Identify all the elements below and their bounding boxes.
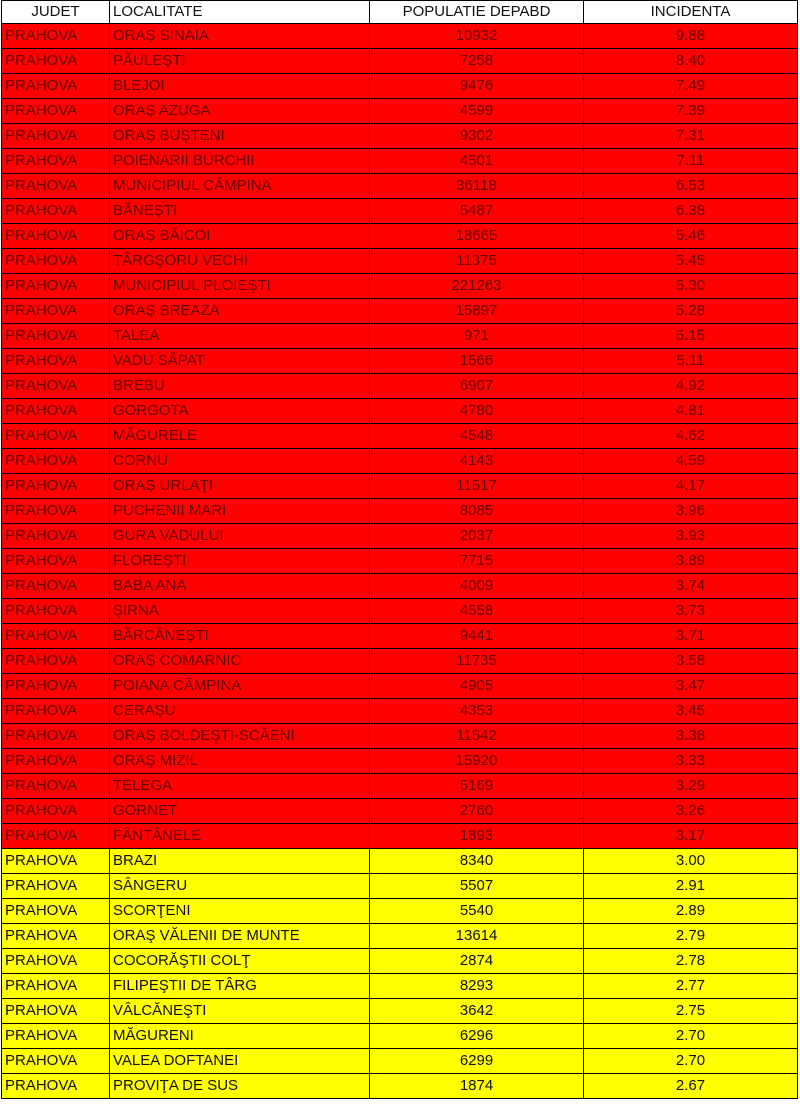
table-row — [2, 1024, 798, 1049]
table-row — [2, 949, 798, 974]
cell-localitate[interactable]: ORAŞ AZUGA — [110, 99, 370, 124]
table-row — [2, 574, 798, 599]
table-row — [2, 799, 798, 824]
cell-populatie[interactable]: 9476 — [370, 74, 584, 99]
cell-incidenta[interactable]: 4.81 — [584, 399, 798, 424]
table-row — [2, 724, 798, 749]
cell-judet[interactable]: PRAHOVA — [2, 224, 110, 249]
cell-localitate[interactable]: FLOREŞTI — [110, 549, 370, 574]
table-row — [2, 74, 798, 99]
cell-incidenta[interactable]: 2.91 — [584, 874, 798, 899]
cell-localitate[interactable]: PROVIŢA DE SUS — [110, 1074, 370, 1099]
cell-populatie[interactable]: 8293 — [370, 974, 584, 999]
cell-incidenta[interactable]: 4.62 — [584, 424, 798, 449]
cell-incidenta[interactable]: 2.79 — [584, 924, 798, 949]
table-body — [2, 24, 798, 1099]
cell-judet[interactable]: PRAHOVA — [2, 549, 110, 574]
cell-populatie[interactable]: 1874 — [370, 1074, 584, 1099]
cell-localitate[interactable]: GURA VADULUI — [110, 524, 370, 549]
cell-populatie[interactable]: 7258 — [370, 49, 584, 74]
cell-incidenta[interactable]: 5.30 — [584, 274, 798, 299]
cell-incidenta[interactable]: 8.40 — [584, 49, 798, 74]
cell-localitate[interactable]: MUNICIPIUL CÂMPINA — [110, 174, 370, 199]
cell-judet[interactable]: PRAHOVA — [2, 249, 110, 274]
cell-localitate[interactable]: VADU SĂPAT — [110, 349, 370, 374]
cell-populatie[interactable]: 5169 — [370, 774, 584, 799]
cell-incidenta[interactable]: 2.75 — [584, 999, 798, 1024]
cell-populatie[interactable]: 4548 — [370, 424, 584, 449]
cell-localitate[interactable]: POIANA CÂMPINA — [110, 674, 370, 699]
cell-judet[interactable]: PRAHOVA — [2, 399, 110, 424]
cell-incidenta[interactable]: 5.11 — [584, 349, 798, 374]
cell-populatie[interactable]: 6907 — [370, 374, 584, 399]
cell-localitate[interactable]: POIENARII BURCHII — [110, 149, 370, 174]
cell-populatie[interactable]: 11375 — [370, 249, 584, 274]
cell-incidenta[interactable]: 5.15 — [584, 324, 798, 349]
cell-localitate[interactable]: CORNU — [110, 449, 370, 474]
cell-localitate[interactable]: MUNICIPIUL PLOIEŞTI — [110, 274, 370, 299]
cell-incidenta[interactable]: 7.39 — [584, 99, 798, 124]
cell-judet[interactable]: PRAHOVA — [2, 899, 110, 924]
cell-populatie[interactable]: 4599 — [370, 99, 584, 124]
cell-populatie[interactable]: 5487 — [370, 199, 584, 224]
table-row — [2, 524, 798, 549]
cell-localitate[interactable]: ŞIRNA — [110, 599, 370, 624]
table-row — [2, 199, 798, 224]
cell-populatie[interactable]: 8340 — [370, 849, 584, 874]
table-row — [2, 1049, 798, 1074]
table-row — [2, 274, 798, 299]
table-row — [2, 774, 798, 799]
cell-judet[interactable]: PRAHOVA — [2, 324, 110, 349]
cell-judet[interactable]: PRAHOVA — [2, 1024, 110, 1049]
cell-localitate[interactable]: TALEA — [110, 324, 370, 349]
table-header — [2, 1, 798, 24]
table-row — [2, 599, 798, 624]
cell-judet[interactable]: PRAHOVA — [2, 874, 110, 899]
table-row — [2, 224, 798, 249]
cell-localitate[interactable]: GORGOTA — [110, 399, 370, 424]
cell-populatie[interactable]: 5507 — [370, 874, 584, 899]
cell-localitate[interactable]: ORAŞ BĂICOI — [110, 224, 370, 249]
cell-judet[interactable]: PRAHOVA — [2, 474, 110, 499]
cell-incidenta[interactable]: 3.71 — [584, 624, 798, 649]
table-row — [2, 49, 798, 74]
cell-localitate[interactable]: GORNET — [110, 799, 370, 824]
cell-localitate[interactable]: BĂRCĂNEŞTI — [110, 624, 370, 649]
table-row — [2, 699, 798, 724]
cell-incidenta[interactable]: 4.59 — [584, 449, 798, 474]
cell-judet[interactable]: PRAHOVA — [2, 674, 110, 699]
cell-incidenta[interactable]: 6.53 — [584, 174, 798, 199]
cell-incidenta[interactable]: 2.70 — [584, 1024, 798, 1049]
table-row — [2, 899, 798, 924]
cell-populatie[interactable]: 2037 — [370, 524, 584, 549]
cell-localitate[interactable]: BREBU — [110, 374, 370, 399]
header-populatie[interactable]: POPULATIE DEPABD — [370, 1, 584, 24]
header-incidenta[interactable]: INCIDENTA — [584, 1, 798, 24]
cell-incidenta[interactable]: 3.47 — [584, 674, 798, 699]
cell-incidenta[interactable]: 5.45 — [584, 249, 798, 274]
cell-populatie[interactable]: 8085 — [370, 499, 584, 524]
cell-populatie[interactable]: 9302 — [370, 124, 584, 149]
cell-judet[interactable]: PRAHOVA — [2, 299, 110, 324]
cell-judet[interactable]: PRAHOVA — [2, 524, 110, 549]
cell-incidenta[interactable]: 4.92 — [584, 374, 798, 399]
cell-incidenta[interactable]: 3.73 — [584, 599, 798, 624]
cell-incidenta[interactable]: 2.70 — [584, 1049, 798, 1074]
cell-judet[interactable]: PRAHOVA — [2, 49, 110, 74]
header-row — [2, 1, 798, 24]
cell-localitate[interactable]: ORAŞ BUŞTENI — [110, 124, 370, 149]
table-row — [2, 349, 798, 374]
cell-localitate[interactable]: MĂGURELE — [110, 424, 370, 449]
cell-incidenta[interactable]: 3.38 — [584, 724, 798, 749]
cell-judet[interactable]: PRAHOVA — [2, 699, 110, 724]
cell-localitate[interactable]: VALEA DOFTANEI — [110, 1049, 370, 1074]
cell-localitate[interactable]: TELEGA — [110, 774, 370, 799]
cell-localitate[interactable]: BABA ANA — [110, 574, 370, 599]
cell-judet[interactable]: PRAHOVA — [2, 1049, 110, 1074]
table-row — [2, 674, 798, 699]
table-row — [2, 1074, 798, 1099]
cell-judet[interactable]: PRAHOVA — [2, 274, 110, 299]
cell-judet[interactable]: PRAHOVA — [2, 99, 110, 124]
table-row — [2, 24, 798, 49]
incidence-table — [1, 0, 798, 1099]
table-row — [2, 324, 798, 349]
cell-judet[interactable]: PRAHOVA — [2, 349, 110, 374]
cell-populatie[interactable]: 4558 — [370, 599, 584, 624]
cell-populatie[interactable]: 13614 — [370, 924, 584, 949]
table-row — [2, 999, 798, 1024]
cell-populatie[interactable]: 4501 — [370, 149, 584, 174]
cell-incidenta[interactable]: 4.17 — [584, 474, 798, 499]
cell-judet[interactable]: PRAHOVA — [2, 374, 110, 399]
table-row — [2, 649, 798, 674]
cell-judet[interactable]: PRAHOVA — [2, 799, 110, 824]
cell-localitate[interactable]: FILIPEŞTII DE TÂRG — [110, 974, 370, 999]
cell-incidenta[interactable]: 5.28 — [584, 299, 798, 324]
cell-incidenta[interactable]: 3.26 — [584, 799, 798, 824]
cell-judet[interactable]: PRAHOVA — [2, 199, 110, 224]
cell-localitate[interactable]: ORAŞ BREAZA — [110, 299, 370, 324]
cell-localitate[interactable]: ORAŞ SINAIA — [110, 24, 370, 49]
cell-judet[interactable]: PRAHOVA — [2, 174, 110, 199]
cell-populatie[interactable]: 11542 — [370, 724, 584, 749]
cell-judet[interactable]: PRAHOVA — [2, 449, 110, 474]
cell-incidenta[interactable]: 7.11 — [584, 149, 798, 174]
cell-incidenta[interactable]: 3.96 — [584, 499, 798, 524]
cell-populatie[interactable]: 18665 — [370, 224, 584, 249]
cell-localitate[interactable]: ORAŞ COMARNIC — [110, 649, 370, 674]
table-row — [2, 99, 798, 124]
cell-judet[interactable]: PRAHOVA — [2, 599, 110, 624]
cell-localitate[interactable]: SÂNGERU — [110, 874, 370, 899]
cell-populatie[interactable]: 11517 — [370, 474, 584, 499]
table-row — [2, 499, 798, 524]
cell-populatie[interactable]: 36118 — [370, 174, 584, 199]
cell-populatie[interactable]: 10932 — [370, 24, 584, 49]
cell-populatie[interactable]: 15920 — [370, 749, 584, 774]
table-row — [2, 974, 798, 999]
cell-judet[interactable]: PRAHOVA — [2, 824, 110, 849]
table-row — [2, 874, 798, 899]
cell-populatie[interactable]: 9441 — [370, 624, 584, 649]
cell-incidenta[interactable]: 3.17 — [584, 824, 798, 849]
cell-populatie[interactable]: 4905 — [370, 674, 584, 699]
cell-judet[interactable]: PRAHOVA — [2, 74, 110, 99]
cell-judet[interactable]: PRAHOVA — [2, 124, 110, 149]
cell-judet[interactable]: PRAHOVA — [2, 24, 110, 49]
cell-judet[interactable]: PRAHOVA — [2, 924, 110, 949]
cell-judet[interactable]: PRAHOVA — [2, 424, 110, 449]
cell-populatie[interactable]: 4780 — [370, 399, 584, 424]
cell-judet[interactable]: PRAHOVA — [2, 574, 110, 599]
cell-populatie[interactable]: 2874 — [370, 949, 584, 974]
table-row — [2, 924, 798, 949]
cell-judet[interactable]: PRAHOVA — [2, 499, 110, 524]
cell-populatie[interactable]: 2760 — [370, 799, 584, 824]
cell-localitate[interactable]: FÂNTÂNELE — [110, 824, 370, 849]
cell-incidenta[interactable]: 5.46 — [584, 224, 798, 249]
cell-judet[interactable]: PRAHOVA — [2, 949, 110, 974]
cell-incidenta[interactable]: 3.29 — [584, 774, 798, 799]
cell-populatie[interactable]: 7715 — [370, 549, 584, 574]
cell-localitate[interactable]: BLEJOI — [110, 74, 370, 99]
cell-localitate[interactable]: SCORŢENI — [110, 899, 370, 924]
cell-localitate[interactable]: ORAŞ VĂLENII DE MUNTE — [110, 924, 370, 949]
table-row — [2, 249, 798, 274]
table-row — [2, 124, 798, 149]
cell-incidenta[interactable]: 3.93 — [584, 524, 798, 549]
cell-judet[interactable]: PRAHOVA — [2, 849, 110, 874]
cell-incidenta[interactable]: 6.38 — [584, 199, 798, 224]
cell-judet[interactable]: PRAHOVA — [2, 724, 110, 749]
cell-populatie[interactable]: 11735 — [370, 649, 584, 674]
cell-localitate[interactable]: BĂNEŞTI — [110, 199, 370, 224]
header-localitate[interactable]: LOCALITATE — [110, 1, 370, 24]
cell-incidenta[interactable]: 2.78 — [584, 949, 798, 974]
cell-incidenta[interactable]: 3.45 — [584, 699, 798, 724]
cell-judet[interactable]: PRAHOVA — [2, 974, 110, 999]
table-row — [2, 749, 798, 774]
cell-incidenta[interactable]: 7.49 — [584, 74, 798, 99]
cell-populatie[interactable]: 3642 — [370, 999, 584, 1024]
table-row — [2, 624, 798, 649]
cell-incidenta[interactable]: 9.88 — [584, 24, 798, 49]
cell-judet[interactable]: PRAHOVA — [2, 624, 110, 649]
cell-localitate[interactable]: COCORĂŞTII COLŢ — [110, 949, 370, 974]
table-row — [2, 149, 798, 174]
table-row — [2, 374, 798, 399]
cell-incidenta[interactable]: 7.31 — [584, 124, 798, 149]
table-row — [2, 174, 798, 199]
table-row — [2, 474, 798, 499]
cell-judet[interactable]: PRAHOVA — [2, 749, 110, 774]
cell-populatie[interactable]: 4353 — [370, 699, 584, 724]
cell-localitate[interactable]: PĂULEŞTI — [110, 49, 370, 74]
cell-populatie[interactable]: 221263 — [370, 274, 584, 299]
cell-incidenta[interactable]: 2.67 — [584, 1074, 798, 1099]
cell-incidenta[interactable]: 2.89 — [584, 899, 798, 924]
cell-incidenta[interactable]: 3.89 — [584, 549, 798, 574]
cell-localitate[interactable]: ORAŞ MIZIL — [110, 749, 370, 774]
cell-populatie[interactable]: 5540 — [370, 899, 584, 924]
cell-localitate[interactable]: VÂLCĂNEŞTI — [110, 999, 370, 1024]
cell-incidenta[interactable]: 3.58 — [584, 649, 798, 674]
cell-judet[interactable]: PRAHOVA — [2, 649, 110, 674]
cell-localitate[interactable]: MĂGURENI — [110, 1024, 370, 1049]
cell-populatie[interactable]: 1566 — [370, 349, 584, 374]
cell-judet[interactable]: PRAHOVA — [2, 1074, 110, 1099]
cell-populatie[interactable]: 15897 — [370, 299, 584, 324]
cell-localitate[interactable]: TÂRGŞORU VECHI — [110, 249, 370, 274]
cell-incidenta[interactable]: 3.00 — [584, 849, 798, 874]
cell-localitate[interactable]: PUCHENII MARI — [110, 499, 370, 524]
table-row — [2, 299, 798, 324]
header-judet[interactable]: JUDET — [2, 1, 110, 24]
cell-judet[interactable]: PRAHOVA — [2, 149, 110, 174]
table-row — [2, 824, 798, 849]
cell-incidenta[interactable]: 3.33 — [584, 749, 798, 774]
cell-localitate[interactable]: CERAŞU — [110, 699, 370, 724]
cell-judet[interactable]: PRAHOVA — [2, 774, 110, 799]
cell-localitate[interactable]: ORAŞ URLAŢI — [110, 474, 370, 499]
cell-populatie[interactable]: 6299 — [370, 1049, 584, 1074]
cell-localitate[interactable]: ORAŞ BOLDEŞTI-SCĂENI — [110, 724, 370, 749]
table-row — [2, 549, 798, 574]
cell-judet[interactable]: PRAHOVA — [2, 999, 110, 1024]
table-row — [2, 399, 798, 424]
table-row — [2, 449, 798, 474]
cell-incidenta[interactable]: 2.77 — [584, 974, 798, 999]
cell-populatie[interactable]: 971 — [370, 324, 584, 349]
table-row — [2, 849, 798, 874]
cell-populatie[interactable]: 4143 — [370, 449, 584, 474]
cell-localitate[interactable]: BRAZI — [110, 849, 370, 874]
table-row — [2, 424, 798, 449]
cell-populatie[interactable]: 6296 — [370, 1024, 584, 1049]
cell-incidenta[interactable]: 3.74 — [584, 574, 798, 599]
cell-populatie[interactable]: 1893 — [370, 824, 584, 849]
cell-populatie[interactable]: 4009 — [370, 574, 584, 599]
